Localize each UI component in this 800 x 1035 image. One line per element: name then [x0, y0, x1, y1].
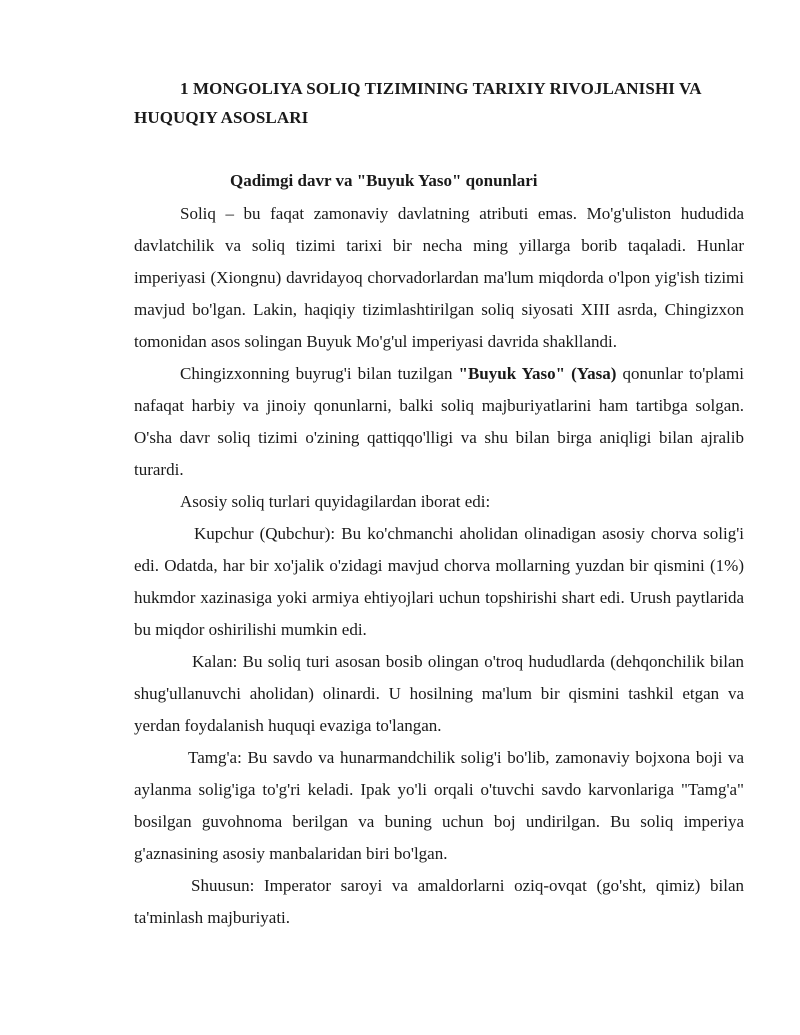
paragraph-tax-types-intro: Asosiy soliq turlari quyidagilardan iborat edi: — [180, 492, 491, 511]
section-heading: Qadimgi davr va "Buyuk Yaso" qonunlari — [230, 171, 538, 190]
paragraph-yasa-lead: Chingizxonning buyrug'i bilan tuzilgan — [180, 364, 459, 383]
paragraph-yasa — [134, 358, 744, 486]
paragraph-intro: Soliq – bu faqat zamonaviy davlatning atributi emas. Mo'g'uliston hududida davlatchilik va soliq tizimi tarixi bir necha ming yillarga borib taqaladi. Hunlar imperiyasi (Xiongnu) davridayoq chorvadorlardan ma'lum miqdorda o'lpon yig'ish tizimi mavjud bo'lgan. Lakin, haqiqiy tizimlashtirilgan soliq siyosati XIII asrda, Chingizxon tomonidan asos solingan Buyuk Mo'g'ul imperiyasi davrida shakllandi. — [134, 204, 744, 351]
body-text — [134, 198, 744, 934]
paragraph-shuusun: Shuusun: Imperator saroyi va amaldorlarni oziq-ovqat (go'sht, qimiz) bilan ta'minlash majburiyati. — [134, 876, 744, 927]
paragraph-kupchur: Kupchur (Qubchur): Bu ko'chmanchi aholidan olinadigan asosiy chorva solig'i edi. Odatda, har bir xo'jalik o'zidagi mavjud chorva mollarning yuzdan bir qismini (1%) hukmdor xazinasiga yoki armiya ehtiyojlari uchun topshirishi shart edi. Urush paytlarida bu miqdor oshirilishi mumkin edi. — [134, 524, 744, 639]
chapter-title: 1 MONGOLIYA SOLIQ TIZIMINING TARIXIY RIVOJLANISHI VA HUQUQIY ASOSLARI — [134, 79, 701, 127]
paragraph-tamga: Tamg'a: Bu savdo va hunarmandchilik solig'i bo'lib, zamonaviy bojxona boji va aylanma solig'iga to'g'ri keladi. Ipak yo'li orqali o'tuvchi savdo karvonlariga "Tamg'a" bosilgan guvohnoma berilgan va buning uchun boj undirilgan. Bu soliq imperiya g'aznasining asosiy manbalaridan biri bo'lgan. — [134, 748, 744, 863]
yasa-term: "Buyuk Yaso" (Yasa) — [458, 364, 617, 383]
paragraph-kalan: Kalan: Bu soliq turi asosan bosib olingan o'troq hududlarda (dehqonchilik bilan shug'ullanuvchi aholidan) olinardi. U hosilning ma'lum bir qismini tashkil etgan va yerdan foydalanish huquqi evaziga to'langan. — [134, 652, 744, 735]
paragraph-yasa-rest: qonunlar to'plami nafaqat harbiy va jinoiy qonunlarni, balki soliq majburiyatlarini ham tartibga solgan. O'sha davr soliq tizimi o'zining qattiqqo'lligi va shu bilan birga aniqligi bilan ajralib turardi. — [134, 364, 744, 479]
